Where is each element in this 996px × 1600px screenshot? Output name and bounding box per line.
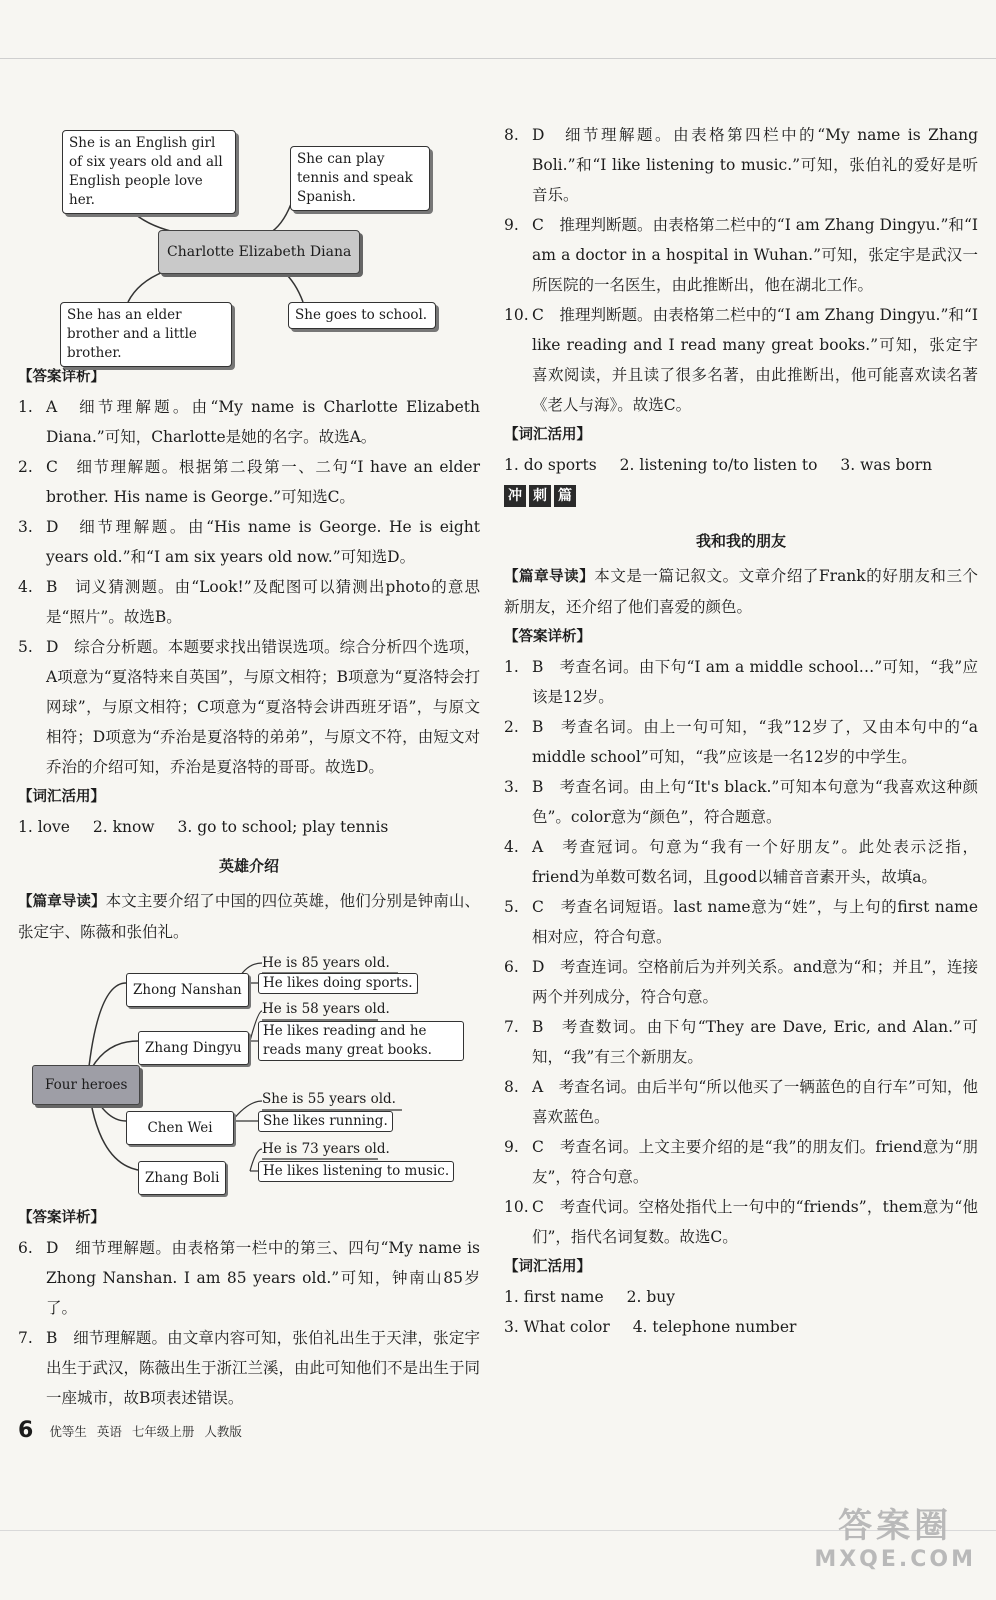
mindmap-heroes	[18, 949, 480, 1201]
vocab-answers	[504, 1282, 978, 1312]
vocab-answers	[504, 450, 978, 480]
footer-item: 七年级上册	[131, 1423, 195, 1439]
answer-text: C 推理判断题。由表格第二栏中的“I am Zhang Dingyu.”和“I like reading and I read many great books.”可知，张定宇喜欢阅读，并且读了很多名著，由此推断出，他可能喜欢读名著《老人与海》。故选C。	[532, 306, 978, 414]
vocab-item: 1. love	[18, 818, 70, 836]
answer-text: D 综合分析题。本题要求找出错误选项。综合分析四个选项，A项意为“夏洛特来自英国”，与原文相符；B项意为“夏洛特会打网球”，与原文相符；C项意为“夏洛特会讲西班牙语”，与原文相符；D项意为“乔治是夏洛特的弟弟”，与原文不符，由短文对乔治的介绍可知，乔治是夏洛特的哥哥。故选D。	[46, 638, 480, 776]
answer-item	[504, 832, 978, 892]
answer-number: 5.	[504, 898, 519, 916]
answer-item	[504, 712, 978, 772]
badge-char: 刺	[529, 485, 551, 507]
hero-fact: She is 55 years old.	[262, 1091, 396, 1107]
answer-number: 1.	[18, 398, 33, 416]
hero-name: Zhang Dingyu	[138, 1031, 249, 1065]
mindmap-node-tennis-spanish: She can play tennis and speak Spanish.	[290, 146, 430, 211]
answer-item	[504, 120, 978, 210]
watermark-line1: 答案圈	[838, 1506, 953, 1546]
answer-text: B 考查名词。由上句“It's black.”可知本句意为“我喜欢这种颜色”。color意为“颜色”，符合题意。	[532, 778, 978, 826]
answer-heading: 【答案详析】	[504, 629, 591, 645]
hero-fact: He is 85 years old.	[262, 955, 390, 971]
answer-number: 7.	[504, 1018, 519, 1036]
answer-text: A 考查名词。由后半句“所以他买了一辆蓝色的自行车”可知，他喜欢蓝色。	[532, 1078, 978, 1126]
guide-heading: 【篇章导读】	[18, 894, 106, 910]
answer-number: 6.	[504, 958, 519, 976]
answer-item	[18, 392, 480, 452]
answer-number: 8.	[504, 126, 519, 144]
answer-item	[504, 772, 978, 832]
section-title-friends: 我和我的朋友	[695, 532, 786, 550]
answer-item	[504, 1072, 978, 1132]
vocab-item: 3. was born	[840, 456, 933, 474]
answer-item	[18, 1323, 480, 1413]
mindmap-charlotte	[18, 120, 480, 360]
answer-text: D 细节理解题。由“His name is George. He is eight years old.”和“I am six years old now.”可知选D。	[46, 518, 480, 566]
answer-heading: 【答案详析】	[18, 369, 105, 385]
vocab-heading: 【词汇活用】	[504, 1259, 591, 1275]
answer-number: 3.	[18, 518, 33, 536]
answer-text: B 细节理解题。由文章内容可知，张伯礼出生于天津，张定宇出生于武汉，陈薇出生于浙江兰溪，由此可知他们不是出生于同一座城市，故B项表述错误。	[46, 1329, 481, 1407]
answer-item	[504, 1012, 978, 1072]
answer-item	[18, 452, 480, 512]
answer-item	[504, 1132, 978, 1192]
guide-paragraph	[504, 561, 978, 622]
answer-number: 2.	[504, 718, 519, 736]
hero-name: Zhang Boli	[138, 1161, 226, 1195]
mindmap-node-english-girl: She is an English girl of six years old and all English people love her.	[62, 130, 236, 214]
hero-fact: He is 73 years old.	[262, 1141, 390, 1157]
vocab-answers	[18, 812, 480, 842]
answer-number: 6.	[18, 1239, 33, 1257]
answer-item	[504, 952, 978, 1012]
answer-item	[504, 300, 978, 420]
guide-text: 本文是一篇记叙文。文章介绍了Frank的好朋友和三个新朋友，还介绍了他们喜爱的颜色。	[504, 567, 978, 616]
answer-text: B 考查数词。由下句“They are Dave, Eric, and Alan.”可知，“我”有三个新朋友。	[532, 1018, 978, 1066]
answer-number: 10.	[504, 1198, 529, 1216]
answer-item	[504, 1192, 978, 1252]
sprint-section-badge	[504, 485, 576, 507]
hero-fact: He is 58 years old.	[262, 1001, 390, 1017]
answer-text: D 细节理解题。由表格第一栏中的第三、四句“My name is Zhong Nanshan. I am 85 years old.”可知，钟南山85岁了。	[46, 1239, 480, 1317]
hero-fact: He likes reading and he reads many great books.	[258, 1021, 464, 1061]
vocab-heading: 【词汇活用】	[18, 789, 105, 805]
vocab-item: 3. What color	[504, 1318, 610, 1336]
hero-fact: He likes doing sports.	[258, 973, 418, 994]
answer-text: C 考查代词。空格处指代上一句中的“friends”，them意为“他们”，指代名词复数。故选C。	[532, 1198, 978, 1246]
answer-item	[504, 210, 978, 300]
right-column	[504, 120, 978, 1342]
answer-text: C 推理判断题。由表格第二栏中的“I am Zhang Dingyu.”和“I am a doctor in a hospital in Wuhan.”可知，张定宇是武汉一所医院的一名医生，由此推断出，他在湖北工作。	[532, 216, 978, 294]
badge-char: 篇	[554, 485, 576, 507]
footer-item: 优等生	[49, 1423, 87, 1439]
answer-number: 9.	[504, 216, 519, 234]
footer-item: 人教版	[204, 1423, 242, 1439]
page-number: 6	[18, 1418, 34, 1443]
section-title-heroes: 英雄介绍	[218, 857, 279, 875]
answer-text: A 考查冠词。句意为“我有一个好朋友”。此处表示泛指，friend为单数可数名词，且good以辅音音素开头，故填a。	[532, 838, 978, 886]
vocab-item: 4. telephone number	[632, 1318, 797, 1336]
badge-char: 冲	[504, 485, 526, 507]
answer-item	[18, 512, 480, 572]
answer-number: 2.	[18, 458, 33, 476]
answer-text: C 细节理解题。根据第二段第一、二句“I have an elder brother. His name is George.”可知选C。	[46, 458, 480, 506]
answer-item	[18, 632, 480, 782]
guide-text: 本文主要介绍了中国的四位英雄，他们分别是钟南山、张定宇、陈薇和张伯礼。	[18, 892, 480, 941]
answer-item	[18, 1233, 480, 1323]
hero-fact: He likes listening to music.	[258, 1161, 454, 1182]
vocab-item: 2. buy	[626, 1288, 675, 1306]
answer-text: D 考查连词。空格前后为并列关系。and意为“和；并且”，连接两个并列成分，符合句意。	[532, 958, 978, 1006]
mindmap-node-school: She goes to school.	[288, 302, 436, 329]
answer-text: D 细节理解题。由表格第四栏中的“My name is Zhang Boli.”和“I like listening to music.”可知，张伯礼的爱好是听音乐。	[532, 126, 978, 204]
guide-heading: 【篇章导读】	[504, 569, 595, 585]
vocab-item: 2. know	[92, 818, 155, 836]
guide-paragraph	[18, 886, 480, 947]
answer-number: 7.	[18, 1329, 33, 1347]
footer-item: 英语	[96, 1423, 122, 1439]
answer-text: C 考查名词短语。last name意为“姓”，与上句的first name相对应，符合句意。	[532, 898, 978, 946]
left-column	[18, 120, 480, 1413]
answer-number: 5.	[18, 638, 33, 656]
hero-name: Chen Wei	[126, 1111, 234, 1145]
answer-number: 3.	[504, 778, 519, 796]
watermark-logo	[814, 1498, 976, 1572]
answer-heading: 【答案详析】	[18, 1210, 105, 1226]
vocab-item: 1. do sports	[504, 456, 597, 474]
answer-number: 10.	[504, 306, 529, 324]
answer-text: C 考查名词。上文主要介绍的是“我”的朋友们。friend意为“朋友”，符合句意。	[532, 1138, 978, 1186]
watermark-line2: MXQE.COM	[814, 1547, 976, 1572]
answer-number: 4.	[504, 838, 519, 856]
vocab-item: 3. go to school; play tennis	[177, 818, 389, 836]
vocab-item: 1. first name	[504, 1288, 604, 1306]
hero-fact: She likes running.	[258, 1111, 393, 1132]
answer-number: 8.	[504, 1078, 519, 1096]
mindmap-node-brothers: She has an elder brother and a little brother.	[60, 302, 232, 367]
vocab-heading: 【词汇活用】	[504, 427, 591, 443]
answer-number: 9.	[504, 1138, 519, 1156]
top-rule	[0, 58, 996, 59]
answer-item	[504, 652, 978, 712]
answer-text: A 细节理解题。由“My name is Charlotte Elizabeth Diana.”可知，Charlotte是她的名字。故选A。	[46, 398, 480, 446]
answer-item	[504, 892, 978, 952]
answer-number: 1.	[504, 658, 519, 676]
hero-name: Zhong Nanshan	[126, 973, 249, 1007]
answer-number: 4.	[18, 578, 33, 596]
answer-text: B 词义猜测题。由“Look!”及配图可以猜测出photo的意思是“照片”。故选B。	[46, 578, 480, 626]
page-footer	[18, 1418, 242, 1443]
mindmap-center-name: Charlotte Elizabeth Diana	[158, 230, 360, 274]
answer-text: B 考查名词。由上一句可知，“我”12岁了，又由本句中的“a middle school”可知，“我”应该是一名12岁的中学生。	[532, 718, 978, 766]
heroes-root: Four heroes	[32, 1065, 140, 1105]
answer-item	[18, 572, 480, 632]
vocab-item: 2. listening to/to listen to	[619, 456, 818, 474]
vocab-answers	[504, 1312, 978, 1342]
answer-text: B 考查名词。由下句“I am a middle school…”可知，“我”应该是12岁。	[532, 658, 978, 706]
